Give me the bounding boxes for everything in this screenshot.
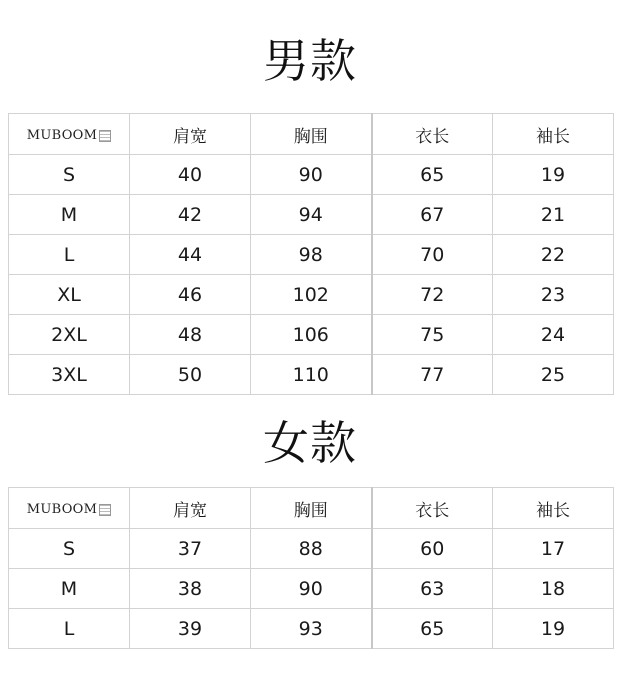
header-sleeve: 袖长 <box>493 114 614 155</box>
table-header-row <box>9 114 614 155</box>
men-section-title: 男款 <box>263 34 357 88</box>
sleeve-cell: 22 <box>493 235 614 275</box>
table-header-row <box>9 488 614 529</box>
sleeve-cell: 17 <box>493 529 614 569</box>
length-cell: 70 <box>372 235 493 275</box>
size-cell: M <box>9 195 130 235</box>
chest-cell: 106 <box>251 315 372 355</box>
length-cell: 72 <box>372 275 493 315</box>
header-chest: 胸围 <box>251 488 372 529</box>
chest-cell: 88 <box>251 529 372 569</box>
brand-logo <box>27 502 112 517</box>
size-cell: S <box>9 529 130 569</box>
size-cell: L <box>9 609 130 649</box>
length-cell: 75 <box>372 315 493 355</box>
sleeve-cell: 21 <box>493 195 614 235</box>
header-chest: 胸围 <box>251 114 372 155</box>
shoulder-cell: 46 <box>130 275 251 315</box>
length-cell: 77 <box>372 355 493 395</box>
brand-text: MUBOOM <box>26 502 98 517</box>
length-cell: 65 <box>372 609 493 649</box>
shoulder-cell: 38 <box>130 569 251 609</box>
chest-cell: 102 <box>251 275 372 315</box>
header-shoulder: 肩宽 <box>130 114 251 155</box>
table-row <box>9 235 614 275</box>
length-cell: 60 <box>372 529 493 569</box>
shoulder-cell: 44 <box>130 235 251 275</box>
sleeve-cell: 18 <box>493 569 614 609</box>
length-cell: 63 <box>372 569 493 609</box>
size-cell: 2XL <box>9 315 130 355</box>
size-cell: XL <box>9 275 130 315</box>
women-size-table <box>8 487 614 649</box>
table-row <box>9 315 614 355</box>
table-row <box>9 195 614 235</box>
sleeve-cell: 19 <box>493 609 614 649</box>
sleeve-cell: 24 <box>493 315 614 355</box>
women-section-title: 女款 <box>263 416 357 470</box>
shoulder-cell: 42 <box>130 195 251 235</box>
brand-cell <box>9 114 130 155</box>
table-row <box>9 529 614 569</box>
chest-cell: 98 <box>251 235 372 275</box>
chest-cell: 90 <box>251 569 372 609</box>
size-cell: M <box>9 569 130 609</box>
men-size-table <box>8 113 614 395</box>
sleeve-cell: 19 <box>493 155 614 195</box>
table-row <box>9 609 614 649</box>
brand-logo <box>27 128 112 143</box>
chest-cell: 110 <box>251 355 372 395</box>
sleeve-cell: 25 <box>493 355 614 395</box>
shoulder-cell: 37 <box>130 529 251 569</box>
shoulder-cell: 40 <box>130 155 251 195</box>
header-length: 衣长 <box>372 488 493 529</box>
header-sleeve: 袖长 <box>493 488 614 529</box>
brand-seal-icon <box>99 504 111 516</box>
length-cell: 67 <box>372 195 493 235</box>
size-cell: 3XL <box>9 355 130 395</box>
header-shoulder: 肩宽 <box>130 488 251 529</box>
header-length: 衣长 <box>372 114 493 155</box>
chest-cell: 94 <box>251 195 372 235</box>
shoulder-cell: 39 <box>130 609 251 649</box>
sleeve-cell: 23 <box>493 275 614 315</box>
size-cell: S <box>9 155 130 195</box>
brand-text: MUBOOM <box>26 128 98 143</box>
table-row <box>9 569 614 609</box>
brand-seal-icon <box>99 130 111 142</box>
chest-cell: 90 <box>251 155 372 195</box>
shoulder-cell: 50 <box>130 355 251 395</box>
chest-cell: 93 <box>251 609 372 649</box>
size-cell: L <box>9 235 130 275</box>
table-row <box>9 355 614 395</box>
brand-cell <box>9 488 130 529</box>
table-row <box>9 275 614 315</box>
shoulder-cell: 48 <box>130 315 251 355</box>
length-cell: 65 <box>372 155 493 195</box>
table-row <box>9 155 614 195</box>
